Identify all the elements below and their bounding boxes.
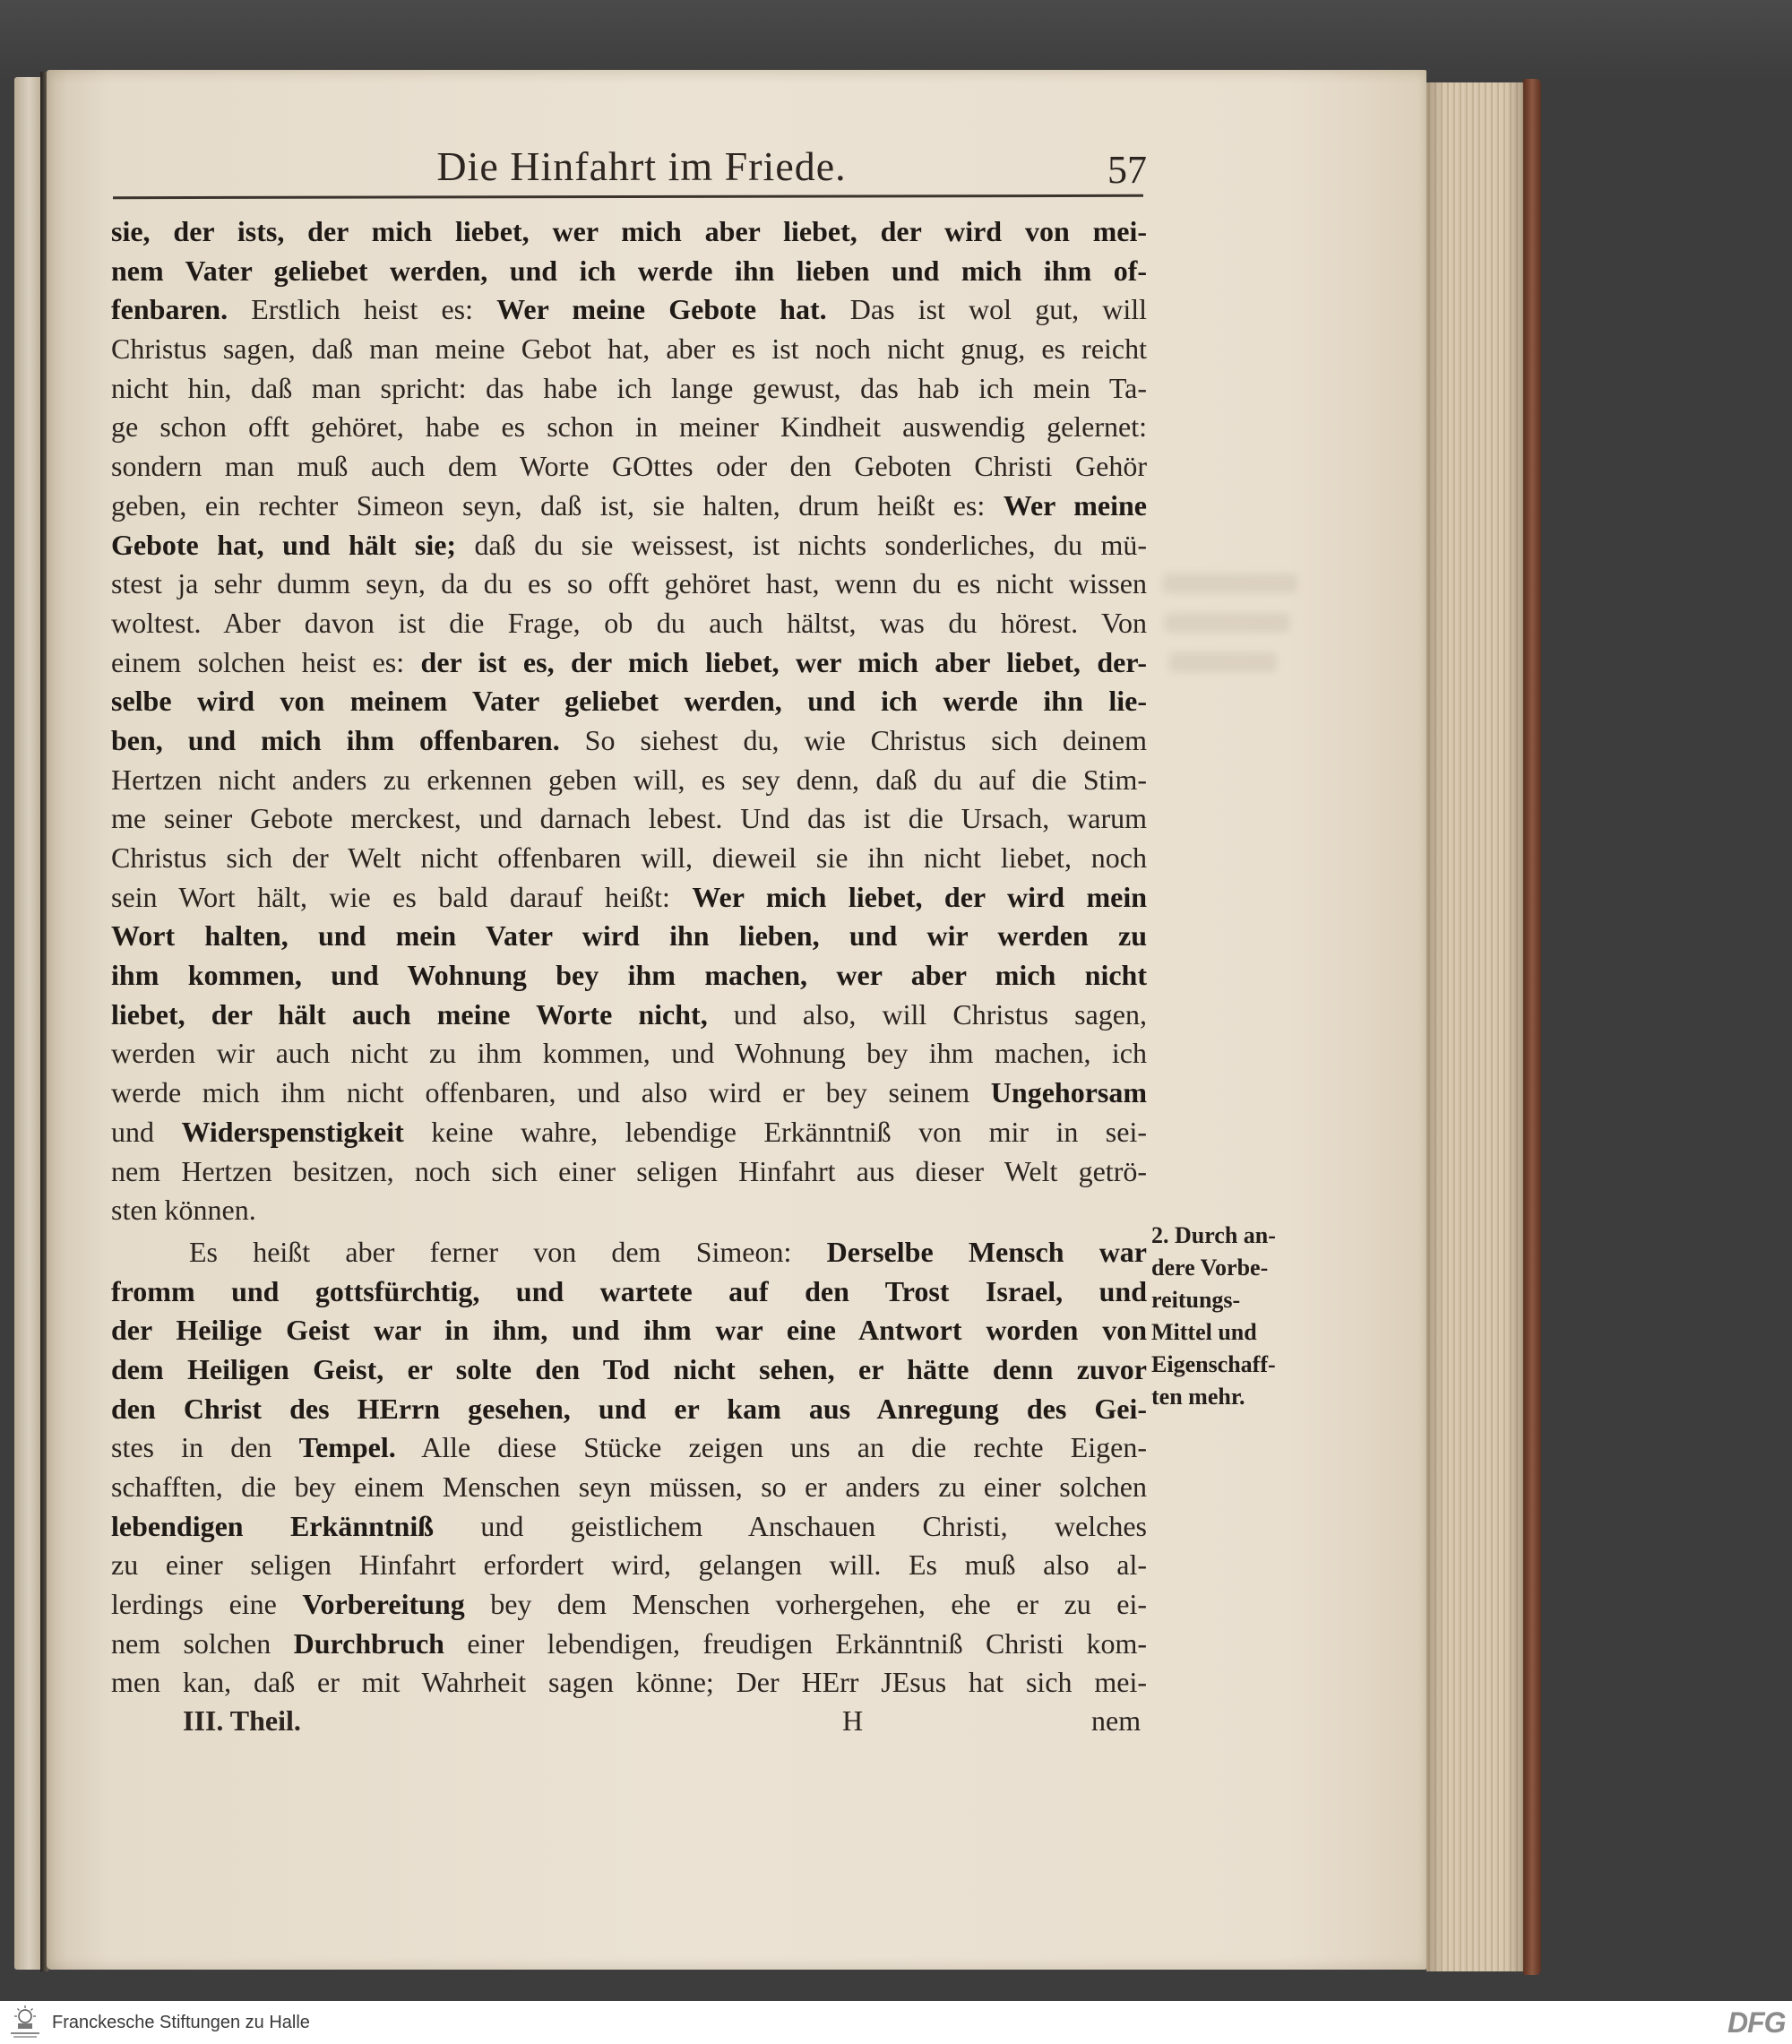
text-line [111,447,1147,487]
body-text: nem Hertzen besitzen, noch sich einer seligen Hinfahrt aus dieser Welt getrö- [111,1154,1147,1187]
text-line [111,408,1147,447]
text-line [111,1625,1147,1664]
body-text: Christus sagen, daß man meine Gebot hat, aber es ist noch nicht gnug, es reicht [111,332,1147,366]
text-line [111,1468,1147,1507]
body-text: sondern man muß auch dem Worte GOttes oder den Geboten Christi Gehör [111,450,1147,483]
body-text: sten können. [111,1194,256,1227]
body-text: und geistlichem Anschauen Christi, welches [434,1509,1148,1542]
text-line [111,917,1147,956]
body-text: keine wahre, lebendige Erkänntniß von mir in sei- [403,1115,1148,1148]
emphasized-text: Ungehorsam [990,1076,1147,1109]
body-text: sein Wort hält, wie es bald darauf heißt: [111,880,693,913]
emphasized-text: Widerspenstigkeit [181,1115,404,1148]
text-line [111,1428,1147,1468]
margin-note-line: Eigenschaff- [1151,1351,1276,1377]
body-text: Erstlich heist es: [228,293,497,326]
body-text: bey dem Menschen vorhergehen, ehe er zu ei- [464,1588,1148,1621]
emphasized-text: liebet, der hält auch meine Worte nicht, [111,997,708,1031]
emphasized-text: Derselbe Mensch war [826,1235,1148,1268]
margin-note-line: dere Vorbe- [1151,1255,1269,1281]
text-line [111,252,1147,291]
text-line [111,1191,1147,1230]
body-text: Alle diese Stücke zeigen uns an die rechte Eigen- [395,1431,1147,1464]
emphasized-text: ben, und mich ihm offenbaren. [111,723,560,756]
text-line [111,1074,1147,1113]
emphasized-text: Gebote hat, und hält sie; [111,528,457,561]
text-line [111,1585,1147,1625]
catchword: nem [1091,1704,1142,1737]
sheet-signature: H [842,1704,864,1737]
body-text: werde mich ihm nicht offenbaren, und also wird er bey seinem [111,1076,991,1109]
margin-note [1151,1220,1276,1413]
text-line [111,1113,1147,1152]
emphasized-text: Vorbereitung [302,1588,465,1621]
page-stack-fore-edge [1426,82,1525,1971]
emphasized-text: ihm kommen, und Wohnung bey ihm machen, wer aber mich nicht [111,959,1147,992]
bleed-through-smudge [1163,574,1297,593]
text-line [111,487,1147,526]
body-text: einer lebendigen, freudigen Erkänntniß Christi kom- [444,1626,1148,1660]
margin-note-line: ten mehr. [1151,1384,1245,1410]
text-line [111,565,1147,604]
emphasized-text: selbe wird von meinem Vater geliebet werden, und ich werde ihn lie- [111,685,1147,718]
volume-signature: III. Theil. [183,1704,301,1737]
text-line [111,1233,1147,1272]
margin-note-line: Mittel und [1151,1319,1257,1345]
text-line [111,1311,1147,1350]
text-line [111,956,1147,996]
body-text: Christus sich der Welt nicht offenbaren will, dieweil sie ihn nicht liebet, noch [111,841,1147,874]
body-text: ge schon offt gehöret, habe es schon in meiner Kindheit auswendig gelernet: [111,410,1147,444]
emphasized-text: Wort halten, und mein Vater wird ihn lieben, und wir werden zu [111,919,1147,953]
text-line [111,721,1147,761]
margin-note-line: reitungs- [1151,1287,1241,1313]
page-number: 57 [1107,148,1147,192]
text-line [111,1272,1147,1312]
text-line [111,682,1147,721]
dfg-logo: DFG [1727,2006,1786,2039]
text-line [111,604,1147,643]
body-text: und also, will Christus sagen, [707,997,1148,1031]
scan-background [0,0,1792,81]
text-line [111,290,1147,330]
paragraph [111,1233,1147,1703]
text-line [111,1152,1147,1192]
emphasized-text: der ist es, der mich liebet, wer mich aber liebet, der- [420,645,1148,678]
text-line [111,1546,1147,1585]
body-text: geben, ein rechter Simeon seyn, daß ist, sie halten, drum heißt es: [111,488,1004,522]
emphasized-text: Durchbruch [293,1626,444,1660]
text-line [111,799,1147,839]
bleed-through-smudge [1169,652,1277,672]
body-text: woltest. Aber davon ist die Frage, ob du auch hältst, was du hörest. Von [111,606,1147,639]
franckesche-stiftungen-logo-icon [5,2004,45,2041]
emphasized-text: den Christ des HErrn gesehen, und er kam aus Anregung des Gei- [111,1392,1147,1425]
body-text: stest ja sehr dumm seyn, da du es so offt gehöret hast, wenn du es nicht wissen [111,567,1147,600]
body-text: Hertzen nicht anders zu erkennen geben will, es sey denn, daß du auf die Stim- [111,763,1147,796]
text-line [111,761,1147,800]
bleed-through-smudge [1165,613,1290,633]
body-text: und [111,1115,182,1148]
body-text: lerdings eine [111,1588,303,1621]
body-text: werden wir auch nicht zu ihm kommen, und Wohnung bey ihm machen, ich [111,1037,1147,1070]
emphasized-text: fromm und gottsfürchtig, und wartete auf den Trost Israel, und [111,1274,1147,1307]
text-line [111,643,1147,683]
emphasized-text: sie, der ists, der mich liebet, wer mich aber liebet, der wird von mei- [111,215,1147,247]
emphasized-text: dem Heiligen Geist, er solte den Tod nicht sehen, er hätte denn zuvor [111,1352,1147,1385]
emphasized-text: lebendigen Erkänntniß [111,1509,435,1542]
body-text: schafften, die bey einem Menschen seyn müssen, so er anders zu einer solchen [111,1470,1147,1503]
text-line [111,1034,1147,1074]
body-text: stes in den [111,1431,299,1464]
margin-note-line: 2. Durch an- [1151,1222,1276,1248]
emphasized-text: der Heilige Geist war in ihm, und ihm war eine Antwort worden von [111,1314,1147,1347]
body-text: So siehest du, wie Christus sich deinem [559,723,1148,756]
book-cover-edge [1523,79,1541,1975]
text-line [111,878,1147,918]
facing-page-edge [14,77,41,1970]
emphasized-text: Wer meine [1003,488,1148,522]
body-text: einem solchen heist es: [111,645,421,678]
emphasized-text: fenbaren. [111,293,228,326]
body-text: Es heißt aber ferner von dem Simeon: [189,1235,827,1268]
body-text: Das ist wol gut, will [826,293,1148,326]
body-text: nicht hin, daß man spricht: das habe ich lange gewust, das hab ich mein Ta- [111,371,1147,404]
text-line [111,1507,1147,1547]
emphasized-text: Tempel. [298,1431,396,1464]
body-text: nem solchen [111,1626,294,1660]
text-line [111,1390,1147,1429]
text-line [111,1663,1147,1703]
body-text: men kan, daß er mit Wahrheit sagen könne; Der HErr JEsus hat sich mei- [111,1666,1147,1699]
paragraph [111,212,1147,1230]
text-line [111,369,1147,409]
text-line [111,212,1147,252]
institution-name: Franckesche Stiftungen zu Halle [52,2013,310,2032]
emphasized-text: nem Vater geliebet werden, und ich werde ihn lieben und mich ihm of- [111,254,1147,287]
body-text: me seiner Gebote merckest, und darnach lebest. Und das ist die Ursach, warum [111,802,1147,835]
text-line [111,526,1147,565]
body-text: zu einer seligen Hinfahrt erfordert wird, gelangen will. Es muß also al- [111,1548,1147,1582]
main-text-column [111,212,1147,1703]
text-line [111,330,1147,369]
text-line [111,996,1147,1035]
running-head: Die Hinfahrt im Friede. [436,143,847,189]
body-text: daß du sie weissest, ist nichts sonderliches, du mü- [456,528,1148,561]
emphasized-text: Wer mich liebet, der wird mein [692,880,1147,913]
text-line [111,1350,1147,1390]
text-line [111,839,1147,878]
emphasized-text: Wer meine Gebote hat. [496,293,827,326]
